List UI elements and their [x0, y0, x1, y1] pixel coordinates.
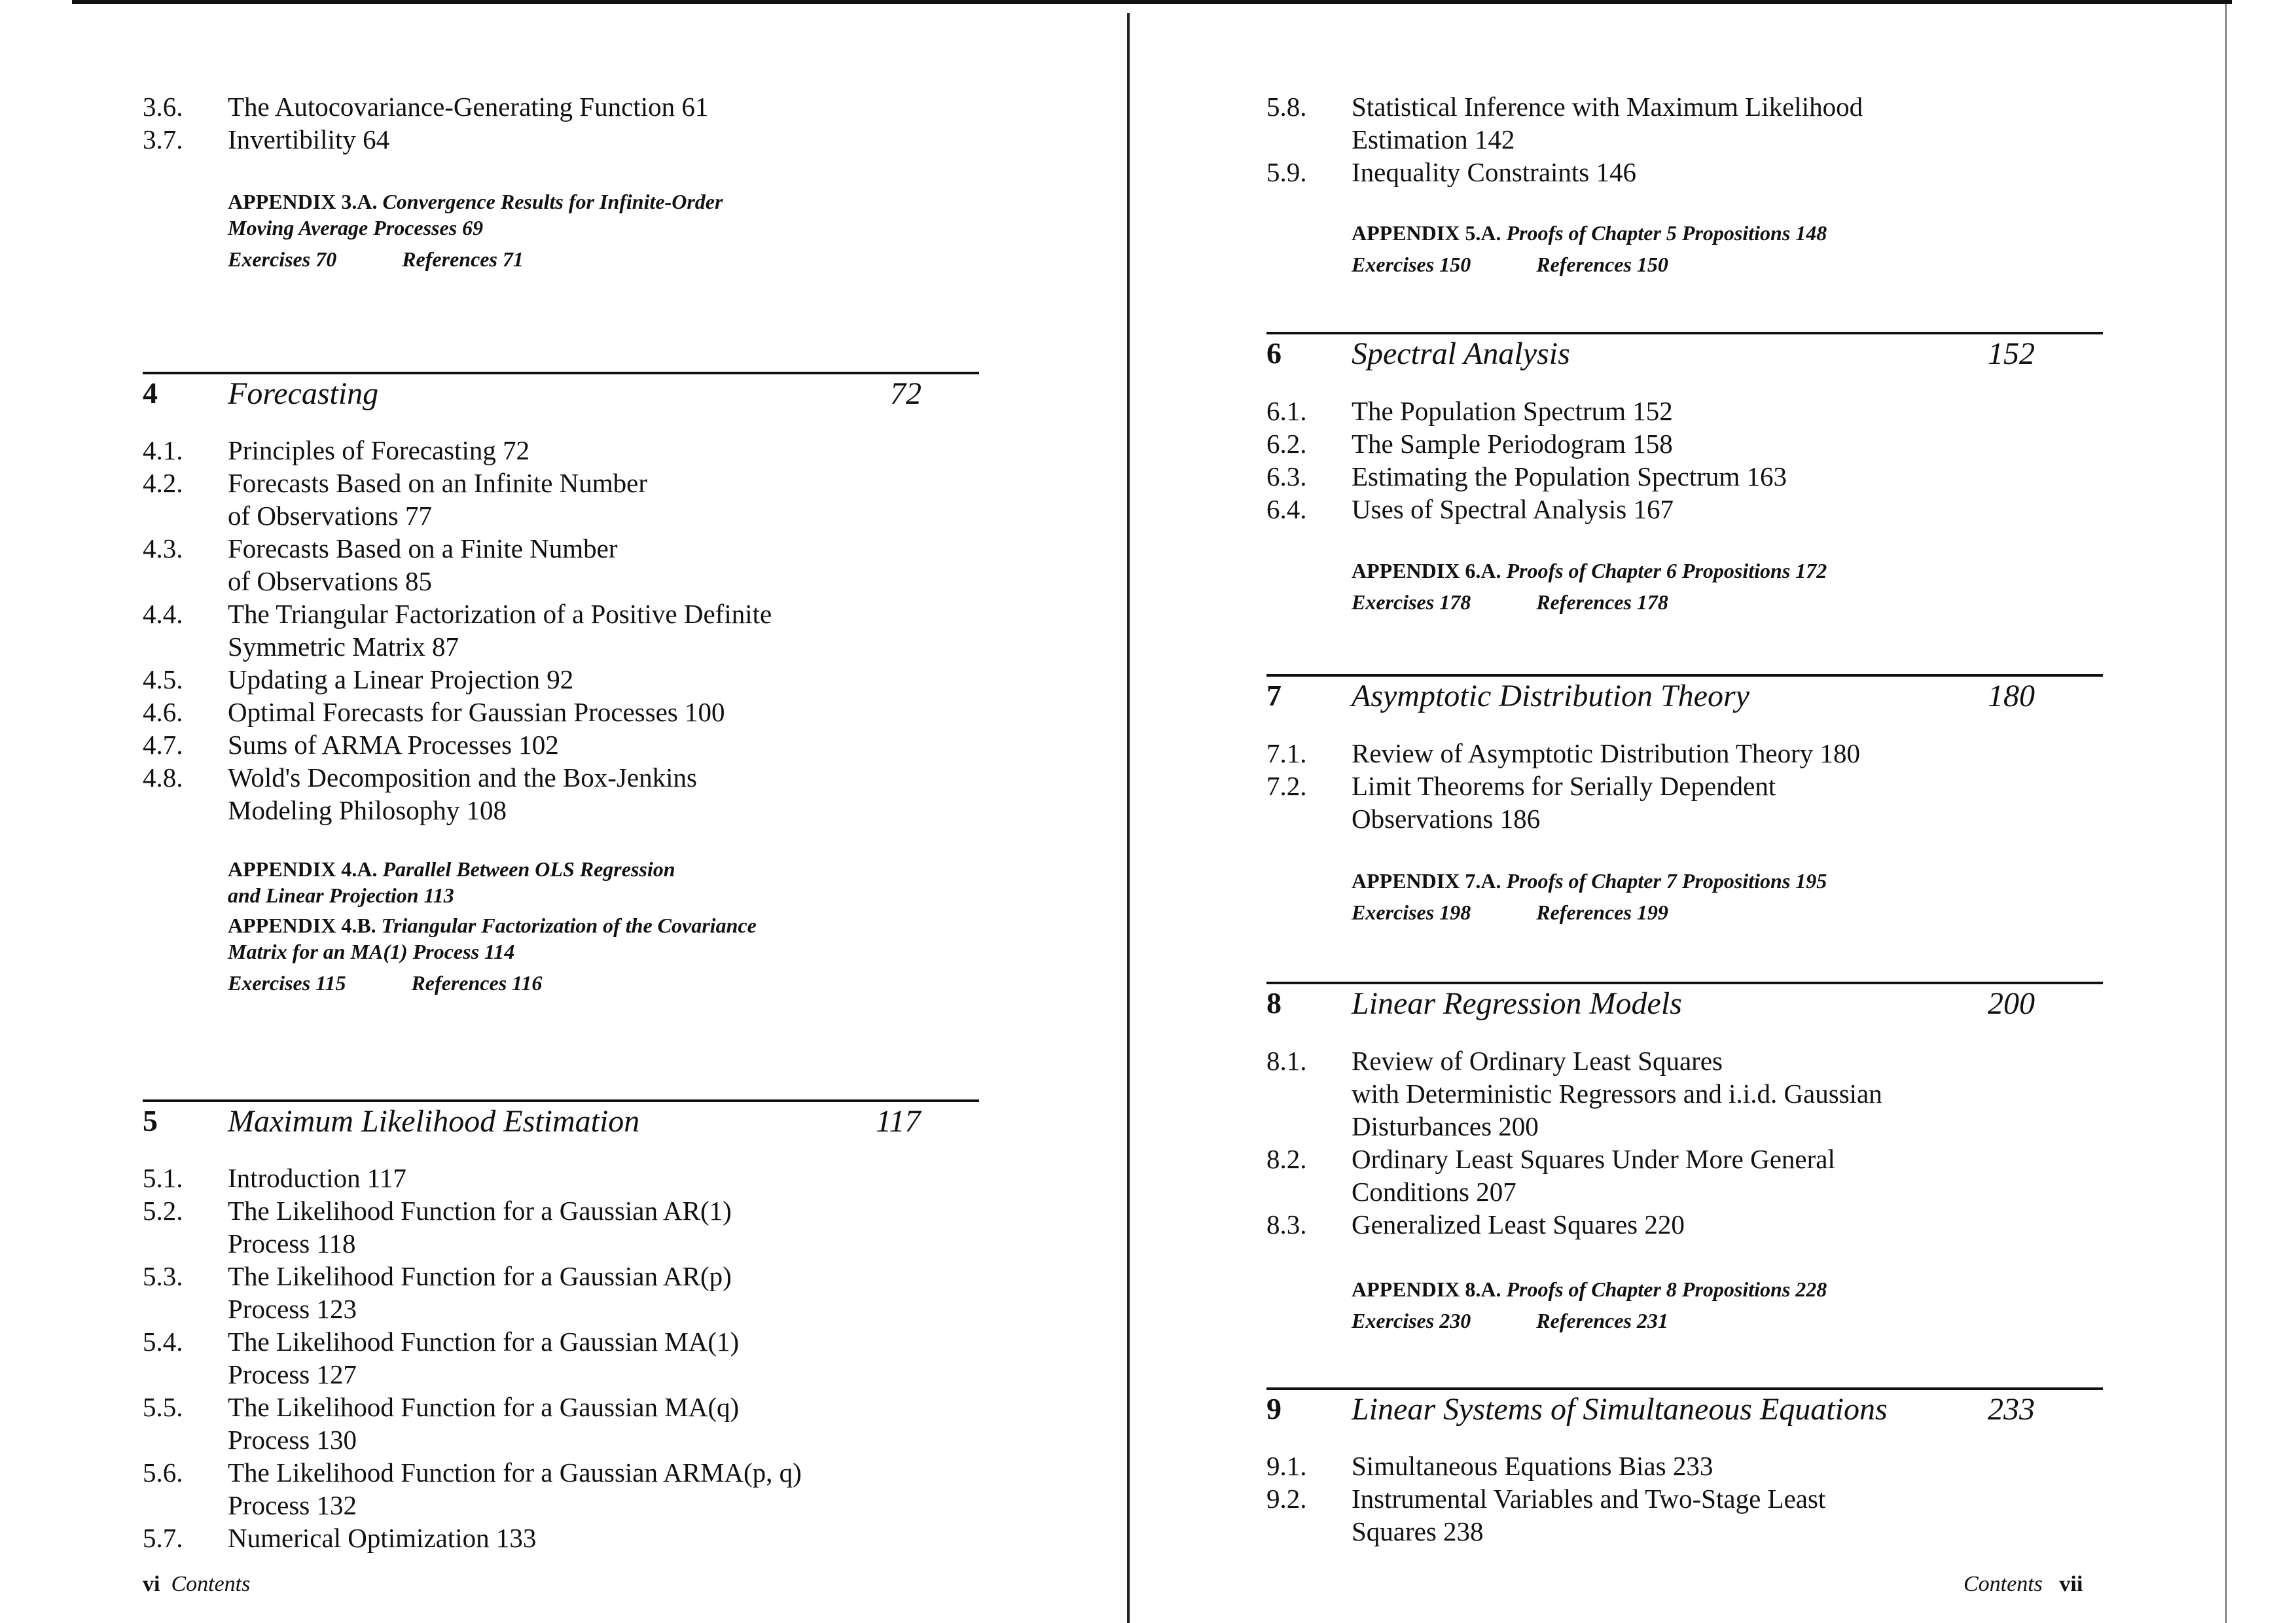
appendix-desc: Proofs of Chapter 8 Propositions 228 — [1506, 1277, 1827, 1301]
page-number: vii — [2059, 1572, 2083, 1596]
entry-number: 9.1. — [1266, 1451, 1307, 1481]
appendix-desc: Convergence Results for Infinite-Order — [382, 190, 723, 213]
running-head: Contents — [171, 1572, 251, 1596]
exercises-ref: Exercises 198 — [1352, 901, 1471, 924]
exercises-ref: Exercises 150 — [1352, 253, 1471, 276]
toc-section-3-tail — [143, 90, 1046, 156]
entry-number: 5.6. — [143, 1457, 183, 1488]
running-head: Contents — [1964, 1572, 2043, 1596]
toc-entry — [143, 1456, 1046, 1522]
entry-number: 4.6. — [143, 697, 183, 727]
entry-title: Simultaneous Equations Bias 233 — [1352, 1451, 1713, 1481]
entry-number: 4.4. — [143, 599, 183, 629]
entry-number: 8.1. — [1266, 1046, 1307, 1076]
toc-entry — [143, 1325, 1046, 1391]
entry-title: The Likelihood Function for a Gaussian MA(q) — [228, 1392, 740, 1422]
toc-entry — [1266, 493, 2170, 526]
toc-entry — [143, 1162, 1046, 1194]
entry-title-cont: Process 118 — [228, 1228, 356, 1258]
chapter-title: Asymptotic Distribution Theory — [1352, 679, 1749, 713]
toc-entry — [1266, 770, 2170, 835]
appendix-desc: and Linear Projection 113 — [228, 883, 454, 907]
toc-entry — [1266, 1143, 2170, 1208]
page-number: vi — [143, 1572, 160, 1596]
chapter-number: 5 — [143, 1104, 158, 1137]
entry-title: Limit Theorems for Serially Dependent — [1352, 771, 1776, 801]
entry-number: 4.3. — [143, 533, 183, 563]
entry-title-cont: Process 130 — [228, 1425, 357, 1455]
appendix-3a — [228, 188, 723, 272]
entry-title-cont: Process 123 — [228, 1294, 357, 1324]
appendix-tag: APPENDIX 8.A. — [1352, 1277, 1501, 1301]
chapter-title: Maximum Likelihood Estimation — [228, 1104, 640, 1139]
exercises-ref: Exercises 230 — [1352, 1309, 1471, 1332]
appendix-tag: APPENDIX 4.A. — [228, 857, 378, 881]
appendix-desc: Proofs of Chapter 5 Propositions 148 — [1506, 221, 1827, 245]
entry-number: 4.7. — [143, 730, 183, 760]
entry-number: 3.6. — [143, 92, 183, 122]
toc-chapter-9-entries — [1266, 1450, 2170, 1548]
toc-entry — [1266, 427, 2170, 460]
appendix-desc: Parallel Between OLS Regression — [382, 857, 675, 881]
entry-title: The Triangular Factorization of a Positive Definite — [228, 599, 772, 629]
chapter-number: 6 — [1266, 336, 1282, 370]
entry-number: 5.9. — [1266, 157, 1307, 187]
references-ref: References 199 — [1536, 901, 1668, 924]
appendix-tag: APPENDIX 5.A. — [1352, 221, 1501, 245]
entry-number: 5.8. — [1266, 92, 1307, 122]
entry-title-cont: Process 132 — [228, 1490, 357, 1520]
entry-number: 4.2. — [143, 468, 183, 498]
entry-title: Forecasts Based on an Infinite Number — [228, 468, 648, 498]
chapter-number: 8 — [1266, 986, 1282, 1020]
entry-title: Ordinary Least Squares Under More General — [1352, 1144, 1835, 1174]
entry-number: 6.1. — [1266, 396, 1307, 426]
entry-title: Optimal Forecasts for Gaussian Processes 100 — [228, 697, 725, 727]
chapter-page: 117 — [876, 1104, 921, 1139]
chapter-page: 200 — [1988, 986, 2035, 1021]
toc-entry — [1266, 1450, 2170, 1482]
toc-entry — [143, 1260, 1046, 1325]
appendix-4 — [228, 856, 757, 996]
entry-number: 5.7. — [143, 1523, 183, 1553]
entry-title: Estimating the Population Spectrum 163 — [1352, 461, 1787, 491]
entry-title-cont: Symmetric Matrix 87 — [228, 632, 459, 662]
entry-number: 5.3. — [143, 1261, 183, 1291]
page-footer-right — [1964, 1572, 2083, 1597]
chapter-9-heading — [1266, 1387, 2103, 1436]
entry-title-cont: Disturbances 200 — [1352, 1111, 1539, 1141]
entry-title: The Population Spectrum 152 — [1352, 396, 1673, 426]
toc-entry — [143, 467, 1046, 532]
top-rule — [72, 0, 2232, 4]
entry-number: 8.3. — [1266, 1209, 1307, 1240]
toc-entry — [1266, 156, 2170, 188]
toc-entry — [143, 597, 1046, 663]
entry-title: Introduction 117 — [228, 1163, 406, 1193]
appendix-desc: Triangular Factorization of the Covariance — [381, 914, 757, 937]
entry-title: Review of Asymptotic Distribution Theory 180 — [1352, 738, 1861, 768]
entry-number: 4.1. — [143, 435, 183, 465]
entry-title: Generalized Least Squares 220 — [1352, 1209, 1685, 1240]
book-gutter — [1127, 13, 1130, 1623]
entry-title-cont: with Deterministic Regressors and i.i.d. Gaussian — [1352, 1079, 1882, 1109]
appendix-tag: APPENDIX 6.A. — [1352, 559, 1501, 582]
chapter-4-heading — [143, 372, 979, 420]
entry-title-cont: Modeling Philosophy 108 — [228, 795, 507, 825]
entry-title: Wold's Decomposition and the Box-Jenkins — [228, 762, 697, 793]
toc-section-5-tail — [1266, 90, 2170, 188]
entry-title-cont: of Observations 85 — [228, 566, 433, 596]
appendix-desc: Moving Average Processes 69 — [228, 216, 484, 240]
entry-number: 5.2. — [143, 1196, 183, 1226]
chapter-6-heading — [1266, 332, 2103, 380]
toc-entry — [143, 761, 1046, 827]
entry-number: 7.2. — [1266, 771, 1307, 801]
toc-entry — [143, 1391, 1046, 1456]
appendix-6a — [1352, 558, 1827, 615]
entry-title: Principles of Forecasting 72 — [228, 435, 530, 465]
toc-entry — [1266, 1208, 2170, 1241]
chapter-page: 72 — [890, 376, 922, 411]
toc-entry — [143, 696, 1046, 728]
toc-chapter-5-entries — [143, 1162, 1046, 1554]
toc-entry — [143, 1522, 1046, 1554]
chapter-7-heading — [1266, 674, 2103, 722]
page-footer-left — [143, 1572, 250, 1597]
toc-entry — [143, 123, 1046, 156]
exercises-ref: Exercises 70 — [228, 247, 337, 271]
chapter-5-heading — [143, 1099, 979, 1148]
entry-number: 7.1. — [1266, 738, 1307, 768]
entry-title: The Sample Periodogram 158 — [1352, 429, 1673, 459]
toc-chapter-7-entries — [1266, 737, 2170, 835]
toc-entry — [143, 728, 1046, 761]
toc-entry — [1266, 1044, 2170, 1143]
entry-title: The Likelihood Function for a Gaussian AR(p) — [228, 1261, 732, 1291]
entry-title: Instrumental Variables and Two-Stage Least — [1352, 1484, 1826, 1514]
chapter-page: 233 — [1988, 1392, 2035, 1427]
entry-title: Invertibility 64 — [228, 124, 390, 154]
entry-title: Sums of ARMA Processes 102 — [228, 730, 559, 760]
entry-title-cont: Estimation 142 — [1352, 124, 1515, 154]
appendix-desc: Proofs of Chapter 6 Propositions 172 — [1506, 559, 1827, 582]
entry-title: Inequality Constraints 146 — [1352, 157, 1637, 187]
chapter-number: 7 — [1266, 679, 1282, 712]
appendix-tag: APPENDIX 4.B. — [228, 914, 376, 937]
entry-title-cont: of Observations 77 — [228, 501, 433, 531]
entry-title: The Autocovariance-Generating Function 61 — [228, 92, 709, 122]
entry-title: Updating a Linear Projection 92 — [228, 664, 574, 694]
entry-title: The Likelihood Function for a Gaussian AR(1) — [228, 1196, 732, 1226]
entry-number: 5.1. — [143, 1163, 183, 1193]
toc-entry — [1266, 737, 2170, 770]
entry-title: Statistical Inference with Maximum Likelihood — [1352, 92, 1863, 122]
entry-number: 4.8. — [143, 762, 183, 793]
appendix-tag: APPENDIX 3.A. — [228, 190, 378, 213]
entry-title-cont: Squares 238 — [1352, 1516, 1484, 1546]
entry-title: The Likelihood Function for a Gaussian ARMA(p, q) — [228, 1457, 802, 1488]
entry-number: 9.2. — [1266, 1484, 1307, 1514]
entry-number: 5.4. — [143, 1327, 183, 1357]
chapter-number: 9 — [1266, 1392, 1282, 1425]
chapter-number: 4 — [143, 376, 158, 410]
entry-number: 6.3. — [1266, 461, 1307, 491]
references-ref: References 150 — [1536, 253, 1668, 276]
entry-number: 8.2. — [1266, 1144, 1307, 1174]
toc-entry — [1266, 90, 2170, 156]
toc-chapter-4-entries — [143, 434, 1046, 827]
appendix-tag: APPENDIX 7.A. — [1352, 869, 1501, 893]
exercises-ref: Exercises 178 — [1352, 590, 1471, 614]
toc-entry — [1266, 460, 2170, 493]
entry-title: Uses of Spectral Analysis 167 — [1352, 494, 1674, 524]
chapter-page: 180 — [1988, 679, 2035, 713]
entry-number: 6.4. — [1266, 494, 1307, 524]
exercises-ref: Exercises 115 — [228, 971, 346, 995]
references-ref: References 178 — [1536, 590, 1668, 614]
entry-title-cont: Observations 186 — [1352, 804, 1541, 834]
appendix-desc: Matrix for an MA(1) Process 114 — [228, 940, 515, 963]
toc-chapter-8-entries — [1266, 1044, 2170, 1241]
entry-number: 3.7. — [143, 124, 183, 154]
chapter-title: Forecasting — [228, 376, 379, 411]
entry-number: 4.5. — [143, 664, 183, 694]
chapter-title: Linear Regression Models — [1352, 986, 1682, 1021]
appendix-5a — [1352, 220, 1827, 277]
chapter-page: 152 — [1988, 336, 2035, 371]
entry-title-cont: Process 127 — [228, 1359, 357, 1389]
references-ref: References 231 — [1536, 1309, 1668, 1332]
toc-entry — [1266, 1482, 2170, 1548]
entry-title: The Likelihood Function for a Gaussian MA(1) — [228, 1327, 740, 1357]
entry-title: Numerical Optimization 133 — [228, 1523, 537, 1553]
page-edge — [2225, 4, 2227, 1623]
toc-entry — [143, 663, 1046, 696]
entry-number: 6.2. — [1266, 429, 1307, 459]
toc-chapter-6-entries — [1266, 395, 2170, 526]
chapter-8-heading — [1266, 982, 2103, 1030]
appendix-7a — [1352, 868, 1827, 925]
entry-title-cont: Conditions 207 — [1352, 1177, 1516, 1207]
appendix-8a — [1352, 1276, 1827, 1334]
entry-title: Forecasts Based on a Finite Number — [228, 533, 618, 563]
chapter-title: Spectral Analysis — [1352, 336, 1570, 371]
references-ref: References 116 — [411, 971, 543, 995]
toc-entry — [143, 532, 1046, 597]
toc-entry — [143, 434, 1046, 467]
entry-title: Review of Ordinary Least Squares — [1352, 1046, 1723, 1076]
references-ref: References 71 — [402, 247, 524, 271]
toc-entry — [143, 90, 1046, 123]
toc-entry — [1266, 395, 2170, 427]
entry-number: 5.5. — [143, 1392, 183, 1422]
chapter-title: Linear Systems of Simultaneous Equations — [1352, 1392, 1888, 1427]
appendix-desc: Proofs of Chapter 7 Propositions 195 — [1506, 869, 1827, 893]
toc-entry — [143, 1194, 1046, 1260]
